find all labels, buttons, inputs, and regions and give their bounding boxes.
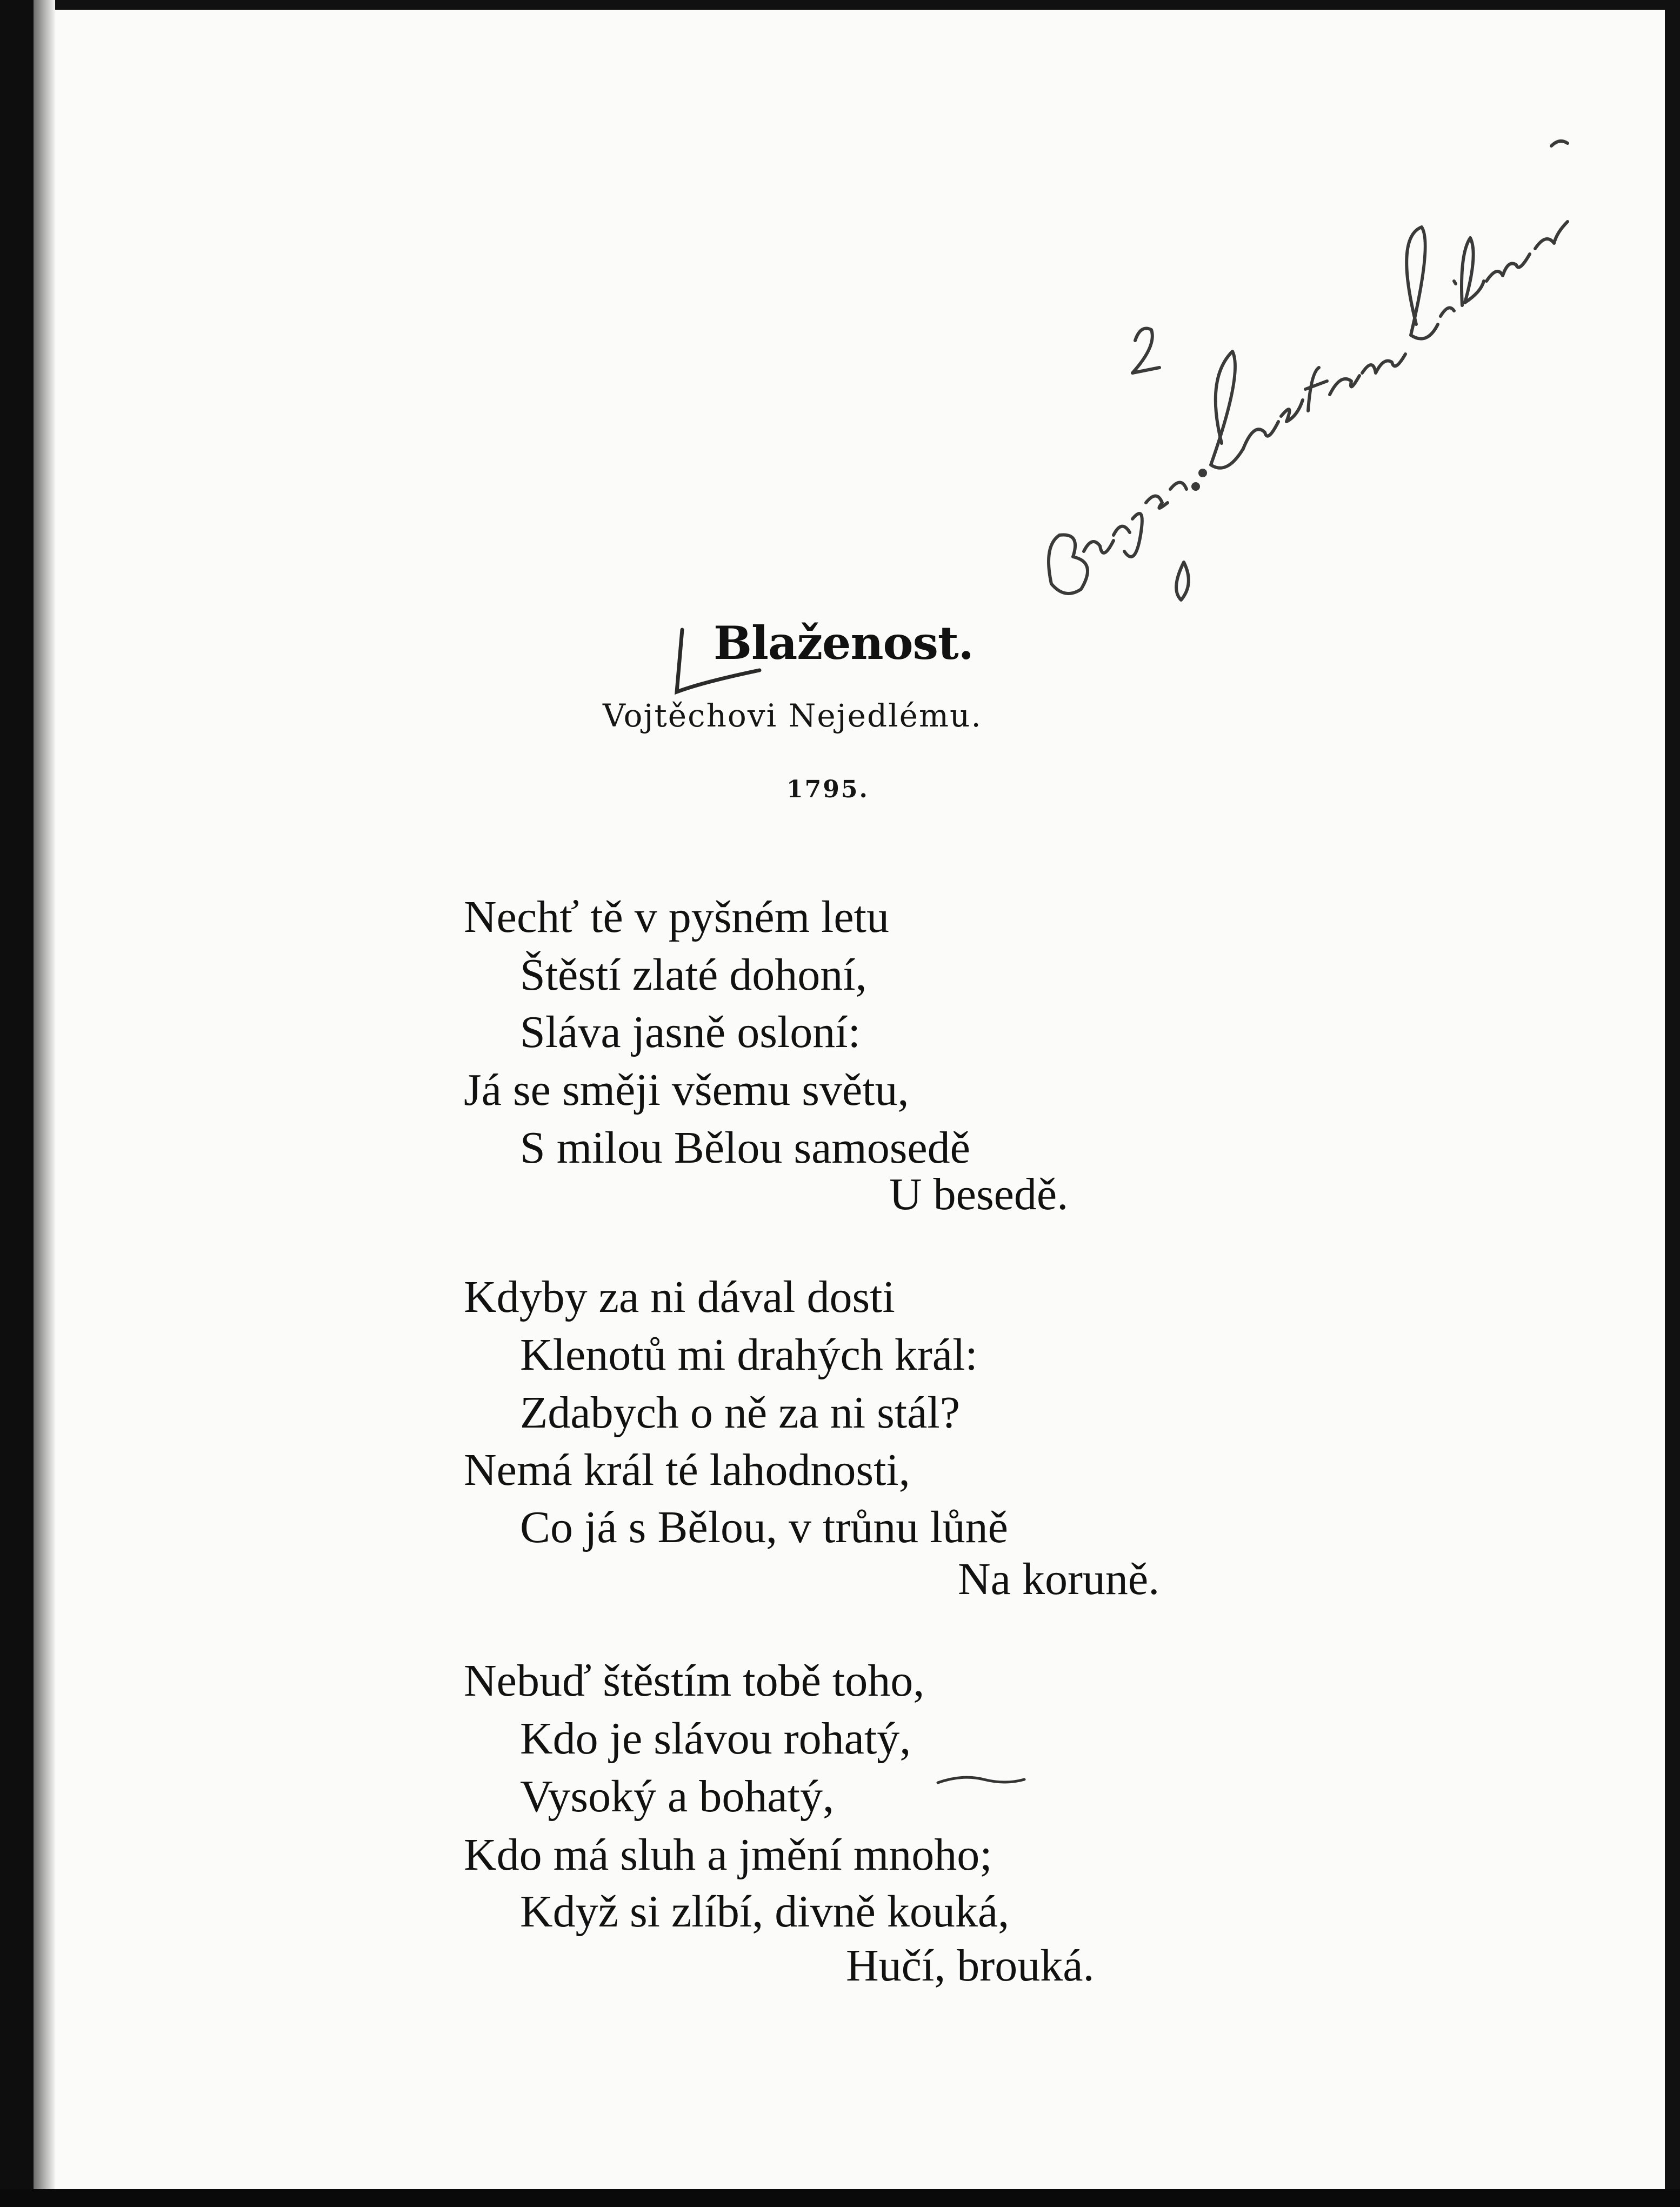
- poem-line: Nemá král té lahodnosti,: [464, 1445, 910, 1495]
- poem-line: S milou Bělou samosedě: [520, 1123, 970, 1173]
- poem-title: Blaženost.: [714, 616, 974, 670]
- poem-line: Vysoký a bohatý,: [520, 1771, 834, 1822]
- poem-line: Hučí, brouká.: [846, 1941, 1095, 1991]
- poem-line: Nebuď štěstím tobě toho,: [464, 1656, 925, 1706]
- poem-line: Na koruně.: [958, 1554, 1160, 1604]
- poem-line: Klenotů mi drahých král:: [520, 1330, 978, 1380]
- poem-line: U besedě.: [889, 1169, 1069, 1219]
- poem-dedication: Vojtěchovi Nejedlému.: [603, 697, 982, 734]
- poem-line: Kdo má sluh a jmění mnoho;: [464, 1830, 992, 1880]
- poem-line: Kdyby za ni dával dosti: [464, 1272, 895, 1322]
- poem-line: Já se směji všemu světu,: [464, 1065, 909, 1115]
- poem-line: Kdo je slávou rohatý,: [520, 1713, 911, 1764]
- poem-year: 1795.: [786, 776, 869, 803]
- poem-line: Sláva jasně osloní:: [520, 1007, 861, 1057]
- poem-line: Co já s Bělou, v trůnu lůně: [520, 1502, 1008, 1552]
- poem-line: Štěstí zlaté dohoní,: [520, 950, 867, 1000]
- poem-line: Zdabych o ně za ni stál?: [520, 1388, 960, 1438]
- poem-line: Nechť tě v pyšném letu: [464, 892, 890, 942]
- poem-line: Když si zlíbí, divně kouká,: [520, 1886, 1010, 1937]
